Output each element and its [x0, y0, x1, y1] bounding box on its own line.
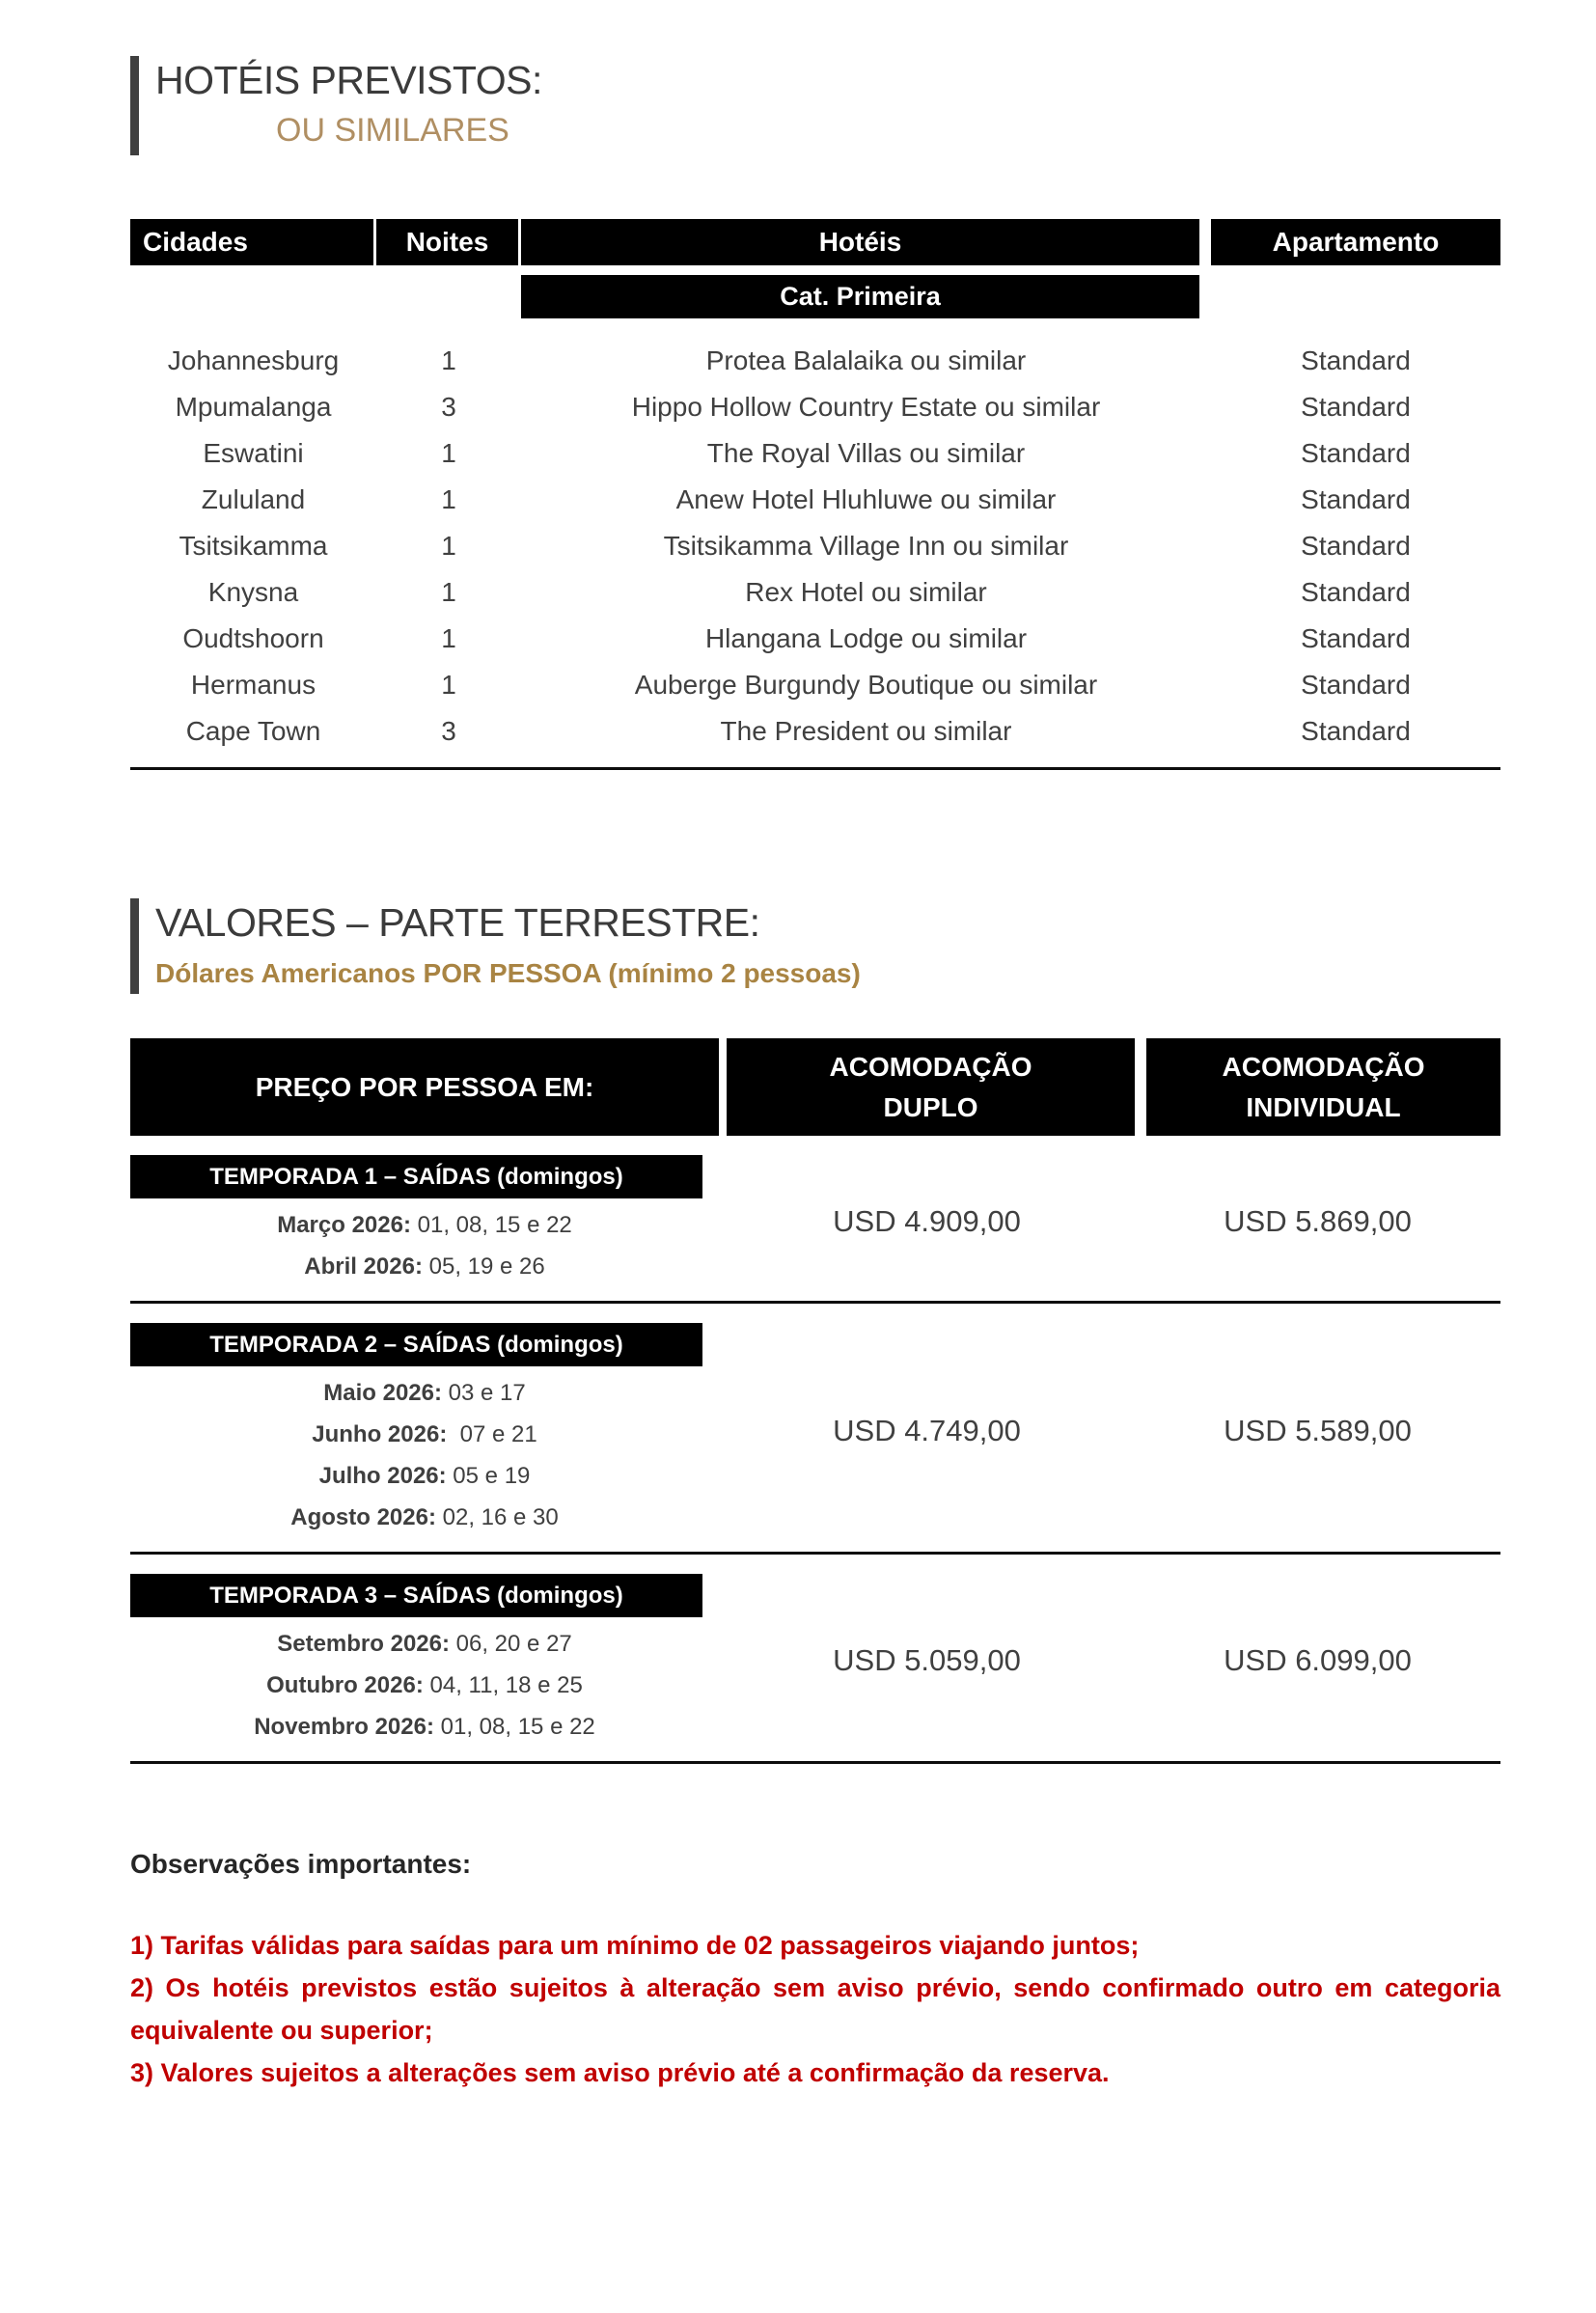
season-2-dates-june: Junho 2026: 07 e 21	[312, 1421, 537, 1448]
cell-hotel: Hippo Hollow Country Estate ou similar	[631, 391, 1101, 422]
table-bottom-rule	[130, 767, 1500, 770]
prices-table-header	[130, 1038, 1500, 1136]
season-1-dates-march: Março 2026: 01, 08, 15 e 22	[277, 1212, 572, 1239]
header-room: Apartamento	[1211, 219, 1500, 265]
cell-room: Standard	[1301, 344, 1411, 375]
season-3-dates-october: Outubro 2026: 04, 11, 18 e 25	[266, 1672, 583, 1699]
hotels-section-title: HOTÉIS PREVISTOS:	[155, 58, 542, 102]
note-item-2: 2) Os hotéis previstos estão sujeitos à alteração sem aviso prévio, sendo confirmado outro em categoria equivalente ou superior;	[130, 1973, 1500, 2046]
hotels-table-body	[130, 338, 1500, 755]
season-3-banner: TEMPORADA 3 – SAÍDAS (domingos)	[130, 1574, 702, 1617]
season-1-banner: TEMPORADA 1 – SAÍDAS (domingos)	[130, 1155, 702, 1198]
cell-hotel: Rex Hotel ou similar	[745, 576, 987, 607]
season-2-banner: TEMPORADA 2 – SAÍDAS (domingos)	[130, 1323, 702, 1366]
cell-nights: 3	[441, 391, 456, 422]
cell-room: Standard	[1301, 391, 1411, 422]
season-2-dates-august: Agosto 2026: 02, 16 e 30	[290, 1504, 559, 1531]
prices-section-heading	[130, 898, 1500, 995]
table-row	[130, 338, 1500, 384]
header-nights: Noites	[376, 219, 518, 265]
season-1-price-double: USD 4.909,00	[833, 1203, 1021, 1238]
prices-section-title: VALORES – PARTE TERRESTRE:	[155, 899, 760, 945]
cell-hotel: The President ou similar	[720, 715, 1012, 746]
cell-hotel: Protea Balalaika ou similar	[705, 344, 1027, 375]
season-3-price-double: USD 5.059,00	[833, 1643, 1021, 1678]
important-notes	[130, 1849, 1500, 2094]
notes-list	[130, 1924, 1500, 2094]
table-row	[130, 616, 1500, 662]
category-banner: Cat. Primeira	[521, 275, 1199, 318]
cell-nights: 1	[441, 483, 456, 514]
cell-city: Oudtshoorn	[182, 622, 324, 653]
cell-city: Cape Town	[185, 715, 321, 746]
season-row-1	[130, 1155, 1500, 1304]
cell-room: Standard	[1301, 437, 1411, 468]
season-3-dates-november: Novembro 2026: 01, 08, 15 e 22	[254, 1714, 595, 1741]
hotels-section-heading	[130, 56, 1500, 155]
cell-hotel: Auberge Burgundy Boutique ou similar	[634, 669, 1098, 700]
cell-hotel: Anew Hotel Hluhluwe ou similar	[675, 483, 1057, 514]
cell-room: Standard	[1301, 715, 1411, 746]
prices-section-subtitle: Dólares Americanos POR PESSOA (mínimo 2 pessoas)	[155, 957, 861, 988]
cell-city: Johannesburg	[167, 344, 340, 375]
cell-hotel: The Royal Villas ou similar	[706, 437, 1026, 468]
cell-nights: 1	[441, 622, 456, 653]
cell-room: Standard	[1301, 576, 1411, 607]
cell-city: Mpumalanga	[175, 391, 332, 422]
season-1-dates-april: Abril 2026: 05, 19 e 26	[304, 1253, 545, 1280]
table-row	[130, 477, 1500, 523]
cell-nights: 1	[441, 576, 456, 607]
cell-nights: 1	[441, 669, 456, 700]
season-2-price-double: USD 4.749,00	[833, 1413, 1021, 1447]
header-hotels: Hotéis	[521, 219, 1199, 265]
table-row	[130, 662, 1500, 708]
cell-room: Standard	[1301, 483, 1411, 514]
cell-city: Zululand	[201, 483, 306, 514]
season-3-dates-september: Setembro 2026: 06, 20 e 27	[277, 1631, 572, 1658]
cell-nights: 1	[441, 530, 456, 561]
cell-nights: 1	[441, 437, 456, 468]
table-row	[130, 708, 1500, 755]
hotels-table-header	[130, 219, 1500, 265]
cell-city: Eswatini	[203, 437, 304, 468]
header-cities: Cidades	[130, 219, 373, 265]
note-item-3: 3) Valores sujeitos a alterações sem aviso prévio até a confirmação da reserva.	[130, 2058, 1110, 2088]
note-item-1: 1) Tarifas válidas para saídas para um mínimo de 02 passageiros viajando juntos;	[130, 1931, 1140, 1961]
cell-city: Hermanus	[190, 669, 316, 700]
cell-room: Standard	[1301, 530, 1411, 561]
cell-room: Standard	[1301, 669, 1411, 700]
cell-hotel: Tsitsikamma Village Inn ou similar	[663, 530, 1069, 561]
season-2-price-single: USD 5.589,00	[1224, 1413, 1412, 1447]
header-double-occupancy: ACOMODAÇÃO DUPLO	[727, 1038, 1135, 1136]
table-row	[130, 569, 1500, 616]
table-row	[130, 523, 1500, 569]
season-3-price-single: USD 6.099,00	[1224, 1643, 1412, 1678]
season-2-dates-july: Julho 2026: 05 e 19	[318, 1463, 531, 1490]
header-single-occupancy: ACOMODAÇÃO INDIVIDUAL	[1146, 1038, 1500, 1136]
document-page	[130, 56, 1500, 2094]
cell-nights: 3	[441, 715, 456, 746]
cell-room: Standard	[1301, 622, 1411, 653]
cell-city: Knysna	[207, 576, 299, 607]
season-row-2	[130, 1323, 1500, 1555]
table-row	[130, 430, 1500, 477]
table-row	[130, 384, 1500, 430]
hotels-table	[130, 219, 1500, 770]
cell-nights: 1	[441, 344, 456, 375]
cell-hotel: Hlangana Lodge ou similar	[704, 622, 1028, 653]
notes-title: Observações importantes:	[130, 1849, 472, 1880]
header-price-per-person: PREÇO POR PESSOA EM:	[130, 1038, 719, 1136]
prices-table	[130, 1038, 1500, 1764]
hotels-section-subtitle: OU SIMILARES	[276, 112, 509, 150]
season-1-price-single: USD 5.869,00	[1224, 1203, 1412, 1238]
season-2-dates-may: Maio 2026: 03 e 17	[323, 1380, 526, 1407]
cell-city: Tsitsikamma	[179, 530, 328, 561]
season-row-3	[130, 1574, 1500, 1764]
